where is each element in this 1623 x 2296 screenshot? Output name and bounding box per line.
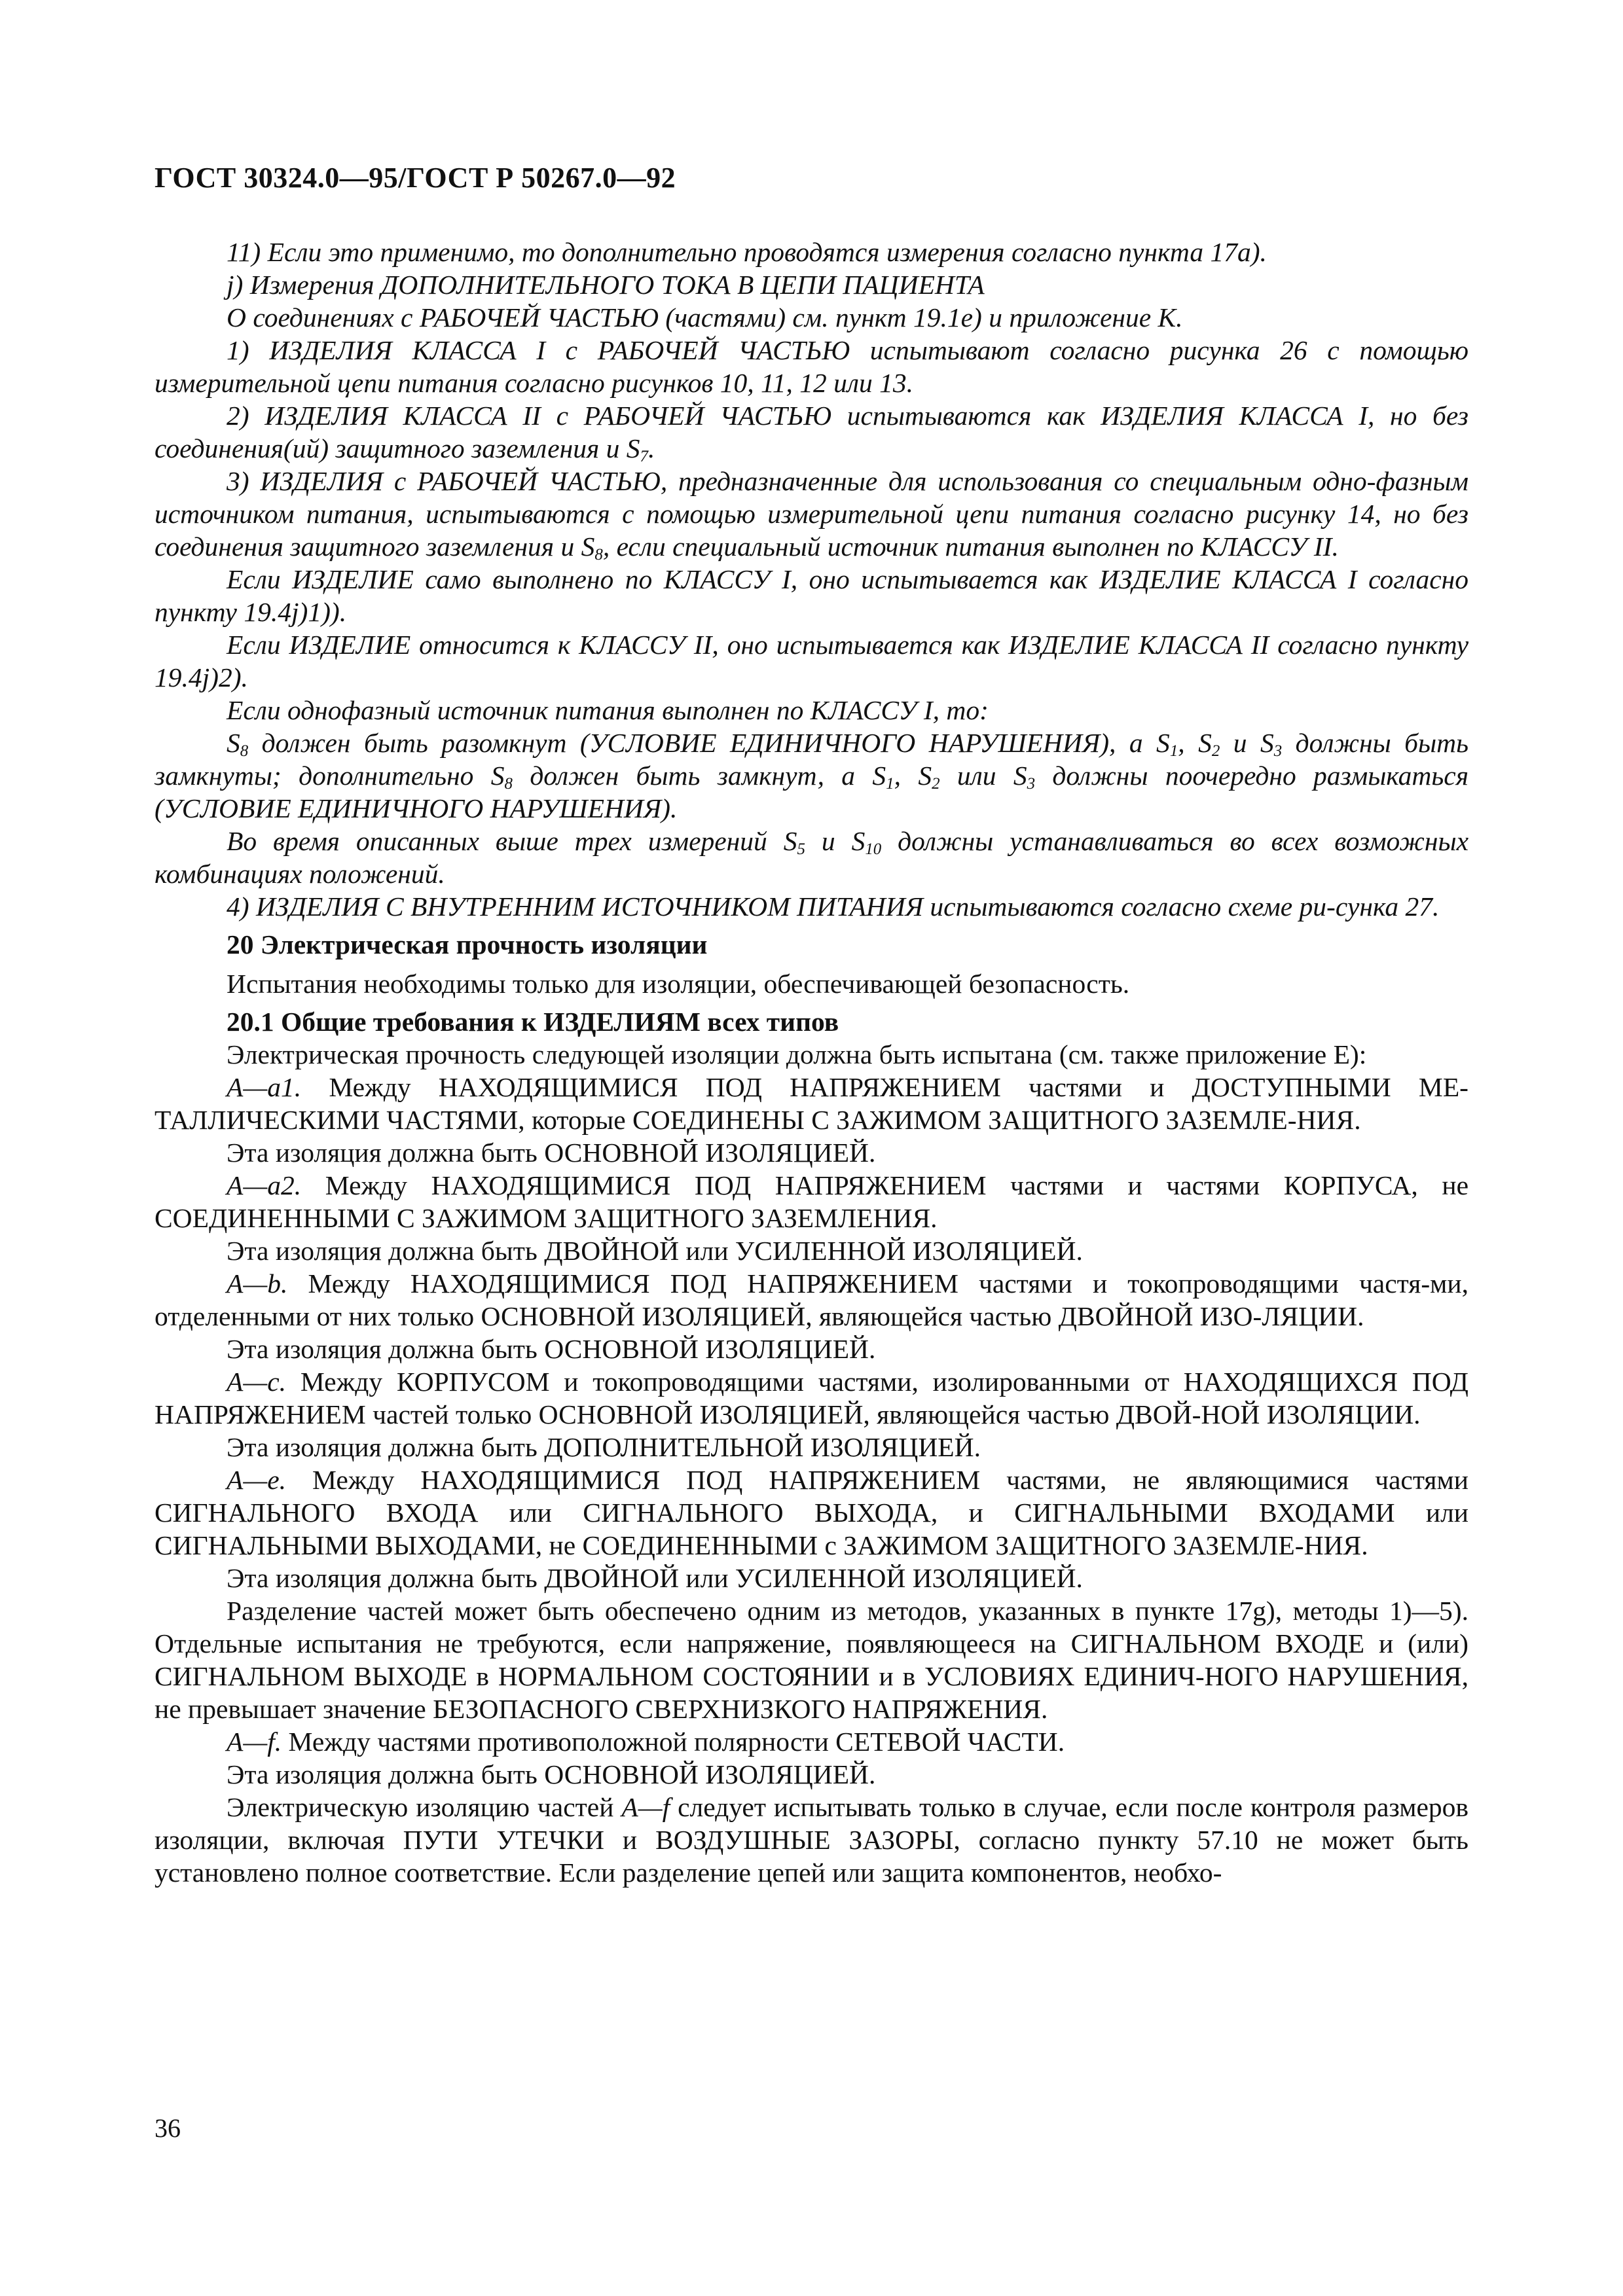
document-header: ГОСТ 30324.0—95/ГОСТ Р 50267.0—92 xyxy=(155,162,676,194)
paragraph: Если однофазный источник питания выполнен по КЛАССУ I, то: xyxy=(227,695,989,725)
section-heading: 20.1 Общие требования к ИЗДЕЛИЯМ всех типов xyxy=(227,1007,839,1037)
paragraph: Электрическую изоляцию частей А—f следует испытывать только в случае, если после контроля размеров изоляции, включая ПУТИ УТЕЧКИ и ВОЗДУШНЫЕ ЗАЗОРЫ, согласно пункту 57.10 не может быть установлено полное соответствие. Если разделение цепей или защита компонентов, необхо- xyxy=(155,1792,1468,1888)
paragraph: Если ИЗДЕЛИЕ относится к КЛАССУ II, оно испытывается как ИЗДЕЛИЕ КЛАССА II согласно пункту 19.4j)2). xyxy=(155,630,1468,692)
paragraph: Разделение частей может быть обеспечено одним из методов, указанных в пункте 17g), методы 1)—5). Отдельные испытания не требуются, если напряжение, появляющееся на СИГНАЛЬНОМ ВХОДЕ и (или) СИГНАЛЬНОМ ВЫХОДЕ в НОРМАЛЬНОМ СОСТОЯНИИ и в УСЛОВИЯХ ЕДИНИЧ-НОГО НАРУШЕНИЯ, не превышает значение БЕЗОПАСНОГО СВЕРХНИЗКОГО НАПРЯЖЕНИЯ. xyxy=(155,1596,1468,1724)
paragraph: А—f. Между частями противоположной полярности СЕТЕВОЙ ЧАСТИ. xyxy=(227,1727,1065,1757)
paragraph: Эта изоляция должна быть ДВОЙНОЙ или УСИЛЕННОЙ ИЗОЛЯЦИЕЙ. xyxy=(227,1563,1083,1593)
paragraph: Эта изоляция должна быть ДВОЙНОЙ или УСИЛЕННОЙ ИЗОЛЯЦИЕЙ. xyxy=(227,1236,1083,1266)
page-number: 36 xyxy=(155,2113,181,2143)
paragraph: 3) ИЗДЕЛИЯ с РАБОЧЕЙ ЧАСТЬЮ, предназначенные для использования со специальным одно-фазным источником питания, испытываются с помощью измерительной цепи питания согласно рисунку 14, но без соединения защитного заземления и $S_8$, если специальный источник питания выполнен по КЛАССУ II. xyxy=(155,466,1468,564)
paragraph: А—е. Между НАХОДЯЩИМИСЯ ПОД НАПРЯЖЕНИЕМ частями, не являющимися частями СИГНАЛЬНОГО ВХОДА или СИГНАЛЬНОГО ВЫХОДА, и СИГНАЛЬНЫМИ ВХОДАМИ или СИГНАЛЬНЫМИ ВЫХОДАМИ, не СОЕДИНЕННЫМИ с ЗАЖИМОМ ЗАЩИТНОГО ЗАЗЕМЛЕ-НИЯ. xyxy=(155,1465,1468,1560)
paragraph: 11) Если это применимо, то дополнительно проводятся измерения согласно пункта 17а). xyxy=(227,237,1267,267)
paragraph: А—с. Между КОРПУСОМ и токопроводящими частями, изолированными от НАХОДЯЩИХСЯ ПОД НАПРЯЖЕНИЕМ частей только ОСНОВНОЙ ИЗОЛЯЦИЕЙ, являющейся частью ДВОЙ-НОЙ ИЗОЛЯЦИИ. xyxy=(155,1367,1468,1429)
paragraph: 4) ИЗДЕЛИЯ С ВНУТРЕННИМ ИСТОЧНИКОМ ПИТАНИЯ испытываются согласно схеме ри-сунка 27. xyxy=(227,891,1440,922)
paragraph: А—а1. Между НАХОДЯЩИМИСЯ ПОД НАПРЯЖЕНИЕМ частями и ДОСТУПНЫМИ МЕ-ТАЛЛИЧЕСКИМИ ЧАСТЯМИ, которые СОЕДИНЕНЫ С ЗАЖИМОМ ЗАЩИТНОГО ЗАЗЕМЛЕ-НИЯ. xyxy=(155,1072,1468,1135)
paragraph: А—b. Между НАХОДЯЩИМИСЯ ПОД НАПРЯЖЕНИЕМ частями и токопроводящими частя-ми, отделенными от них только ОСНОВНОЙ ИЗОЛЯЦИЕЙ, являющейся частью ДВОЙНОЙ ИЗО-ЛЯЦИИ. xyxy=(155,1268,1468,1331)
paragraph: Эта изоляция должна быть ОСНОВНОЙ ИЗОЛЯЦИЕЙ. xyxy=(227,1138,876,1168)
paragraph: Эта изоляция должна быть ДОПОЛНИТЕЛЬНОЙ ИЗОЛЯЦИЕЙ. xyxy=(227,1432,981,1462)
paragraph: Во время описанных выше трех измерений $S_5$ и $S_{10}$ должны устанавливаться во всех возможных комбинациях положений. xyxy=(155,826,1468,889)
paragraph: j) Измерения ДОПОЛНИТЕЛЬНОГО ТОКА В ЦЕПИ ПАЦИЕНТА xyxy=(227,270,985,300)
paragraph: Эта изоляция должна быть ОСНОВНОЙ ИЗОЛЯЦИЕЙ. xyxy=(227,1334,876,1364)
paragraph: А—а2. Между НАХОДЯЩИМИСЯ ПОД НАПРЯЖЕНИЕМ частями и частями КОРПУСА, не СОЕДИНЕННЫМИ С ЗАЖИМОМ ЗАЩИТНОГО ЗАЗЕМЛЕНИЯ. xyxy=(155,1170,1468,1233)
section-heading: 20 Электрическая прочность изоляции xyxy=(227,929,708,960)
document-body xyxy=(155,236,1468,1889)
paragraph: $S_8$ должен быть разомкнут (УСЛОВИЕ ЕДИНИЧНОГО НАРУШЕНИЯ), а $S_1$, $S_2$ и $S_3$ должны быть замкнуты; дополнительно $S_8$ должен быть замкнут, а $S_1$, $S_2$ или $S_3$ должны поочередно размыкаться (УСЛОВИЕ ЕДИНИЧНОГО НАРУШЕНИЯ). xyxy=(155,728,1469,823)
paragraph: Электрическая прочность следующей изоляции должна быть испытана (см. также приложение Е): xyxy=(227,1039,1367,1069)
paragraph: Эта изоляция должна быть ОСНОВНОЙ ИЗОЛЯЦИЕЙ. xyxy=(227,1759,876,1789)
paragraph: Если ИЗДЕЛИЕ само выполнено по КЛАССУ I, оно испытывается как ИЗДЕЛИЕ КЛАССА I согласно пункту 19.4j)1)). xyxy=(155,564,1468,627)
paragraph: 2) ИЗДЕЛИЯ КЛАССА II с РАБОЧЕЙ ЧАСТЬЮ испытываются как ИЗДЕЛИЯ КЛАССА I, но без соединения(ий) защитного заземления и $S_7$. xyxy=(155,401,1468,466)
paragraph: Испытания необходимы только для изоляции, обеспечивающей безопасность. xyxy=(227,969,1130,999)
paragraph: О соединениях с РАБОЧЕЙ ЧАСТЬЮ (частями) см. пункт 19.1е) и приложение К. xyxy=(227,302,1183,332)
paragraph: 1) ИЗДЕЛИЯ КЛАССА I с РАБОЧЕЙ ЧАСТЬЮ испытывают согласно рисунка 26 с помощью измерительной цепи питания согласно рисунков 10, 11, 12 или 13. xyxy=(155,335,1468,398)
